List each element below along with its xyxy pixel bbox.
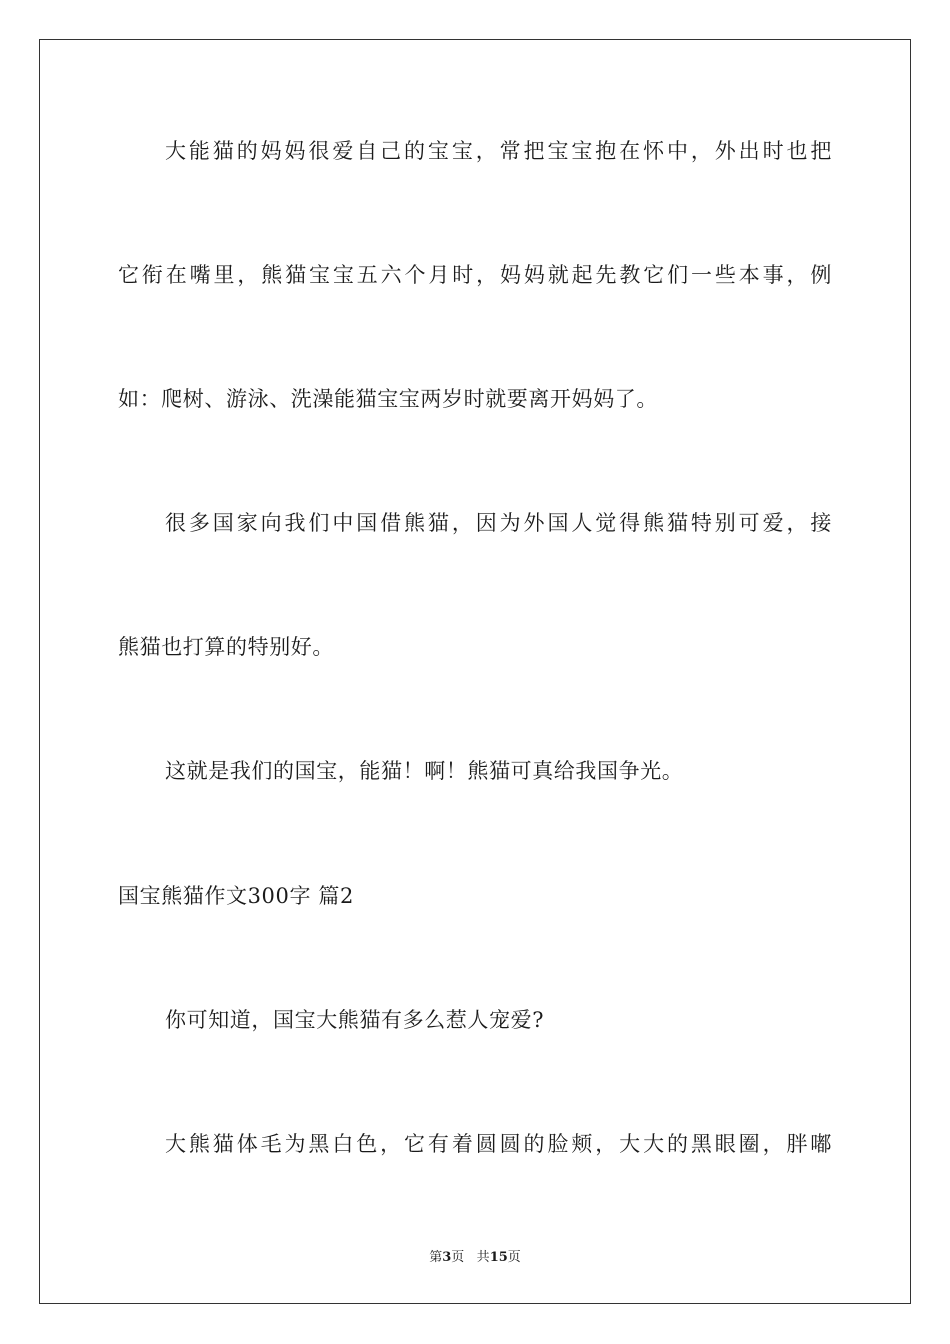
page-footer <box>0 1249 950 1267</box>
page-suffix: 页 <box>451 1250 465 1265</box>
paragraph-line: 大熊猫体毛为黑白色，它有着圆圆的脸颊，大大的黑眼圈，胖嘟 <box>165 1132 832 1156</box>
page-prefix: 第 <box>429 1250 443 1265</box>
page-number: 3 <box>442 1250 452 1265</box>
total-prefix: 共 <box>476 1250 490 1265</box>
paragraph-line: 你可知道，国宝大熊猫有多么惹人宠爱? <box>165 1008 545 1032</box>
paragraph-line: 这就是我们的国宝，能猫！啊！熊猫可真给我国争光。 <box>165 759 684 783</box>
paragraph-line: 它衔在嘴里，熊猫宝宝五六个月时，妈妈就起先教它们一些本事，例 <box>118 263 832 287</box>
paragraph-line: 熊猫也打算的特别好。 <box>118 635 334 659</box>
total-suffix: 页 <box>507 1250 521 1265</box>
total-pages: 15 <box>489 1250 508 1265</box>
section-heading: 国宝熊猫作文300字 篇2 <box>118 884 354 908</box>
paragraph-line: 大能猫的妈妈很爱自己的宝宝，常把宝宝抱在怀中，外出时也把 <box>165 139 832 163</box>
paragraph-line: 很多国家向我们中国借熊猫，因为外国人觉得熊猫特别可爱，接 <box>165 511 832 535</box>
paragraph-line: 如：爬树、游泳、洗澡能猫宝宝两岁时就要离开妈妈了。 <box>118 387 658 411</box>
page-frame <box>39 39 911 1304</box>
